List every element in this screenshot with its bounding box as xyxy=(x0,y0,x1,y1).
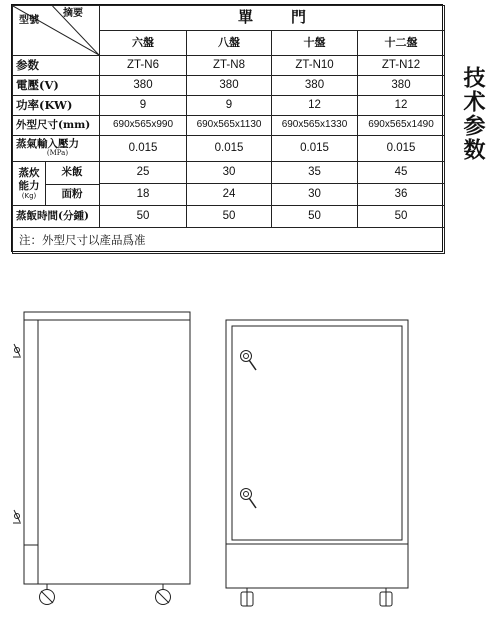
capacity-group-cell xyxy=(13,162,100,206)
cell-value: 12 xyxy=(272,96,358,116)
cell-value: 380 xyxy=(272,76,358,96)
table-note: 注：外型尺寸以產品爲准 xyxy=(13,228,445,254)
table-row xyxy=(13,76,445,96)
spec-table xyxy=(11,4,443,252)
door-handle-icon xyxy=(241,351,257,371)
row-label xyxy=(13,136,100,162)
door-handle-icon xyxy=(13,510,21,523)
corner-label-top: 摘要 xyxy=(63,8,83,19)
cell-value: 9 xyxy=(100,96,187,116)
front-view-drawing xyxy=(226,320,408,606)
table-row xyxy=(13,116,445,136)
tray-count-12: 十二盤 xyxy=(358,31,445,56)
row-label: 電壓(V) xyxy=(13,76,100,96)
caster-wheel-icon xyxy=(380,588,392,606)
cell-value: 0.015 xyxy=(272,136,358,162)
model-code: ZT-N12 xyxy=(358,56,445,76)
corner-label-mid: 型號 xyxy=(19,15,39,26)
cell-value: 380 xyxy=(358,76,445,96)
model-code: ZT-N6 xyxy=(100,56,187,76)
cell-value: 690x565x1330 xyxy=(272,116,358,136)
cell-value: 0.015 xyxy=(187,136,272,162)
cell-value: 50 xyxy=(358,206,445,228)
model-code: ZT-N10 xyxy=(272,56,358,76)
capacity-label-line2: 能力 xyxy=(18,179,40,192)
cell-value: 50 xyxy=(272,206,358,228)
door-handle-icon xyxy=(13,344,21,357)
table-row xyxy=(13,136,445,162)
row-label: 蒸飯時間(分鍾) xyxy=(13,206,100,228)
tray-count-8: 八盤 xyxy=(187,31,272,56)
capacity-row-label: 面粉 xyxy=(61,187,83,200)
table-row xyxy=(13,206,445,228)
capacity-label xyxy=(13,162,46,205)
cell-value: 0.015 xyxy=(100,136,187,162)
capacity-label-line1: 蒸炊 xyxy=(18,166,40,179)
cell-value: 690x565x1490 xyxy=(358,116,445,136)
model-code: ZT-N8 xyxy=(187,56,272,76)
cell-value: 380 xyxy=(187,76,272,96)
tray-count-6: 六盤 xyxy=(100,31,187,56)
row-label-text: 蒸氣輸入壓力 xyxy=(16,138,79,151)
corner-header-cell xyxy=(13,6,100,56)
cell-value: 690x565x1130 xyxy=(187,116,272,136)
caster-wheel-icon xyxy=(241,588,253,606)
table-row xyxy=(13,96,445,116)
cell-value: 50 xyxy=(187,206,272,228)
cell-value: 25 xyxy=(100,162,187,184)
cell-value: 30 xyxy=(272,184,358,206)
door-handle-icon xyxy=(241,489,257,509)
cell-value: 45 xyxy=(358,162,445,184)
side-view-drawing xyxy=(13,312,190,605)
cell-value: 18 xyxy=(100,184,187,206)
caster-wheel-icon xyxy=(40,584,55,605)
capacity-row-label: 米飯 xyxy=(45,162,99,185)
row-label: 功率(KW) xyxy=(13,96,100,116)
tray-count-10: 十盤 xyxy=(272,31,358,56)
cell-value: 380 xyxy=(100,76,187,96)
group-header: 單門 xyxy=(100,6,445,31)
cell-value: 30 xyxy=(187,162,272,184)
cell-value: 35 xyxy=(272,162,358,184)
row-sublabel: (MPa) xyxy=(46,149,69,158)
section-title: 技术参数 xyxy=(460,66,486,162)
cell-value: 0.015 xyxy=(358,136,445,162)
table-row xyxy=(13,162,445,184)
corner-label-bottom: 参数 xyxy=(13,56,100,76)
cell-value: 24 xyxy=(187,184,272,206)
cell-value: 690x565x990 xyxy=(100,116,187,136)
row-label: 外型尺寸(mm) xyxy=(13,116,100,136)
capacity-unit: (Kg) xyxy=(21,191,37,200)
cell-value: 50 xyxy=(100,206,187,228)
cell-value: 36 xyxy=(358,184,445,206)
cell-value: 9 xyxy=(187,96,272,116)
cell-value: 12 xyxy=(358,96,445,116)
caster-wheel-icon xyxy=(156,584,171,605)
cabinet-drawings xyxy=(0,300,500,633)
